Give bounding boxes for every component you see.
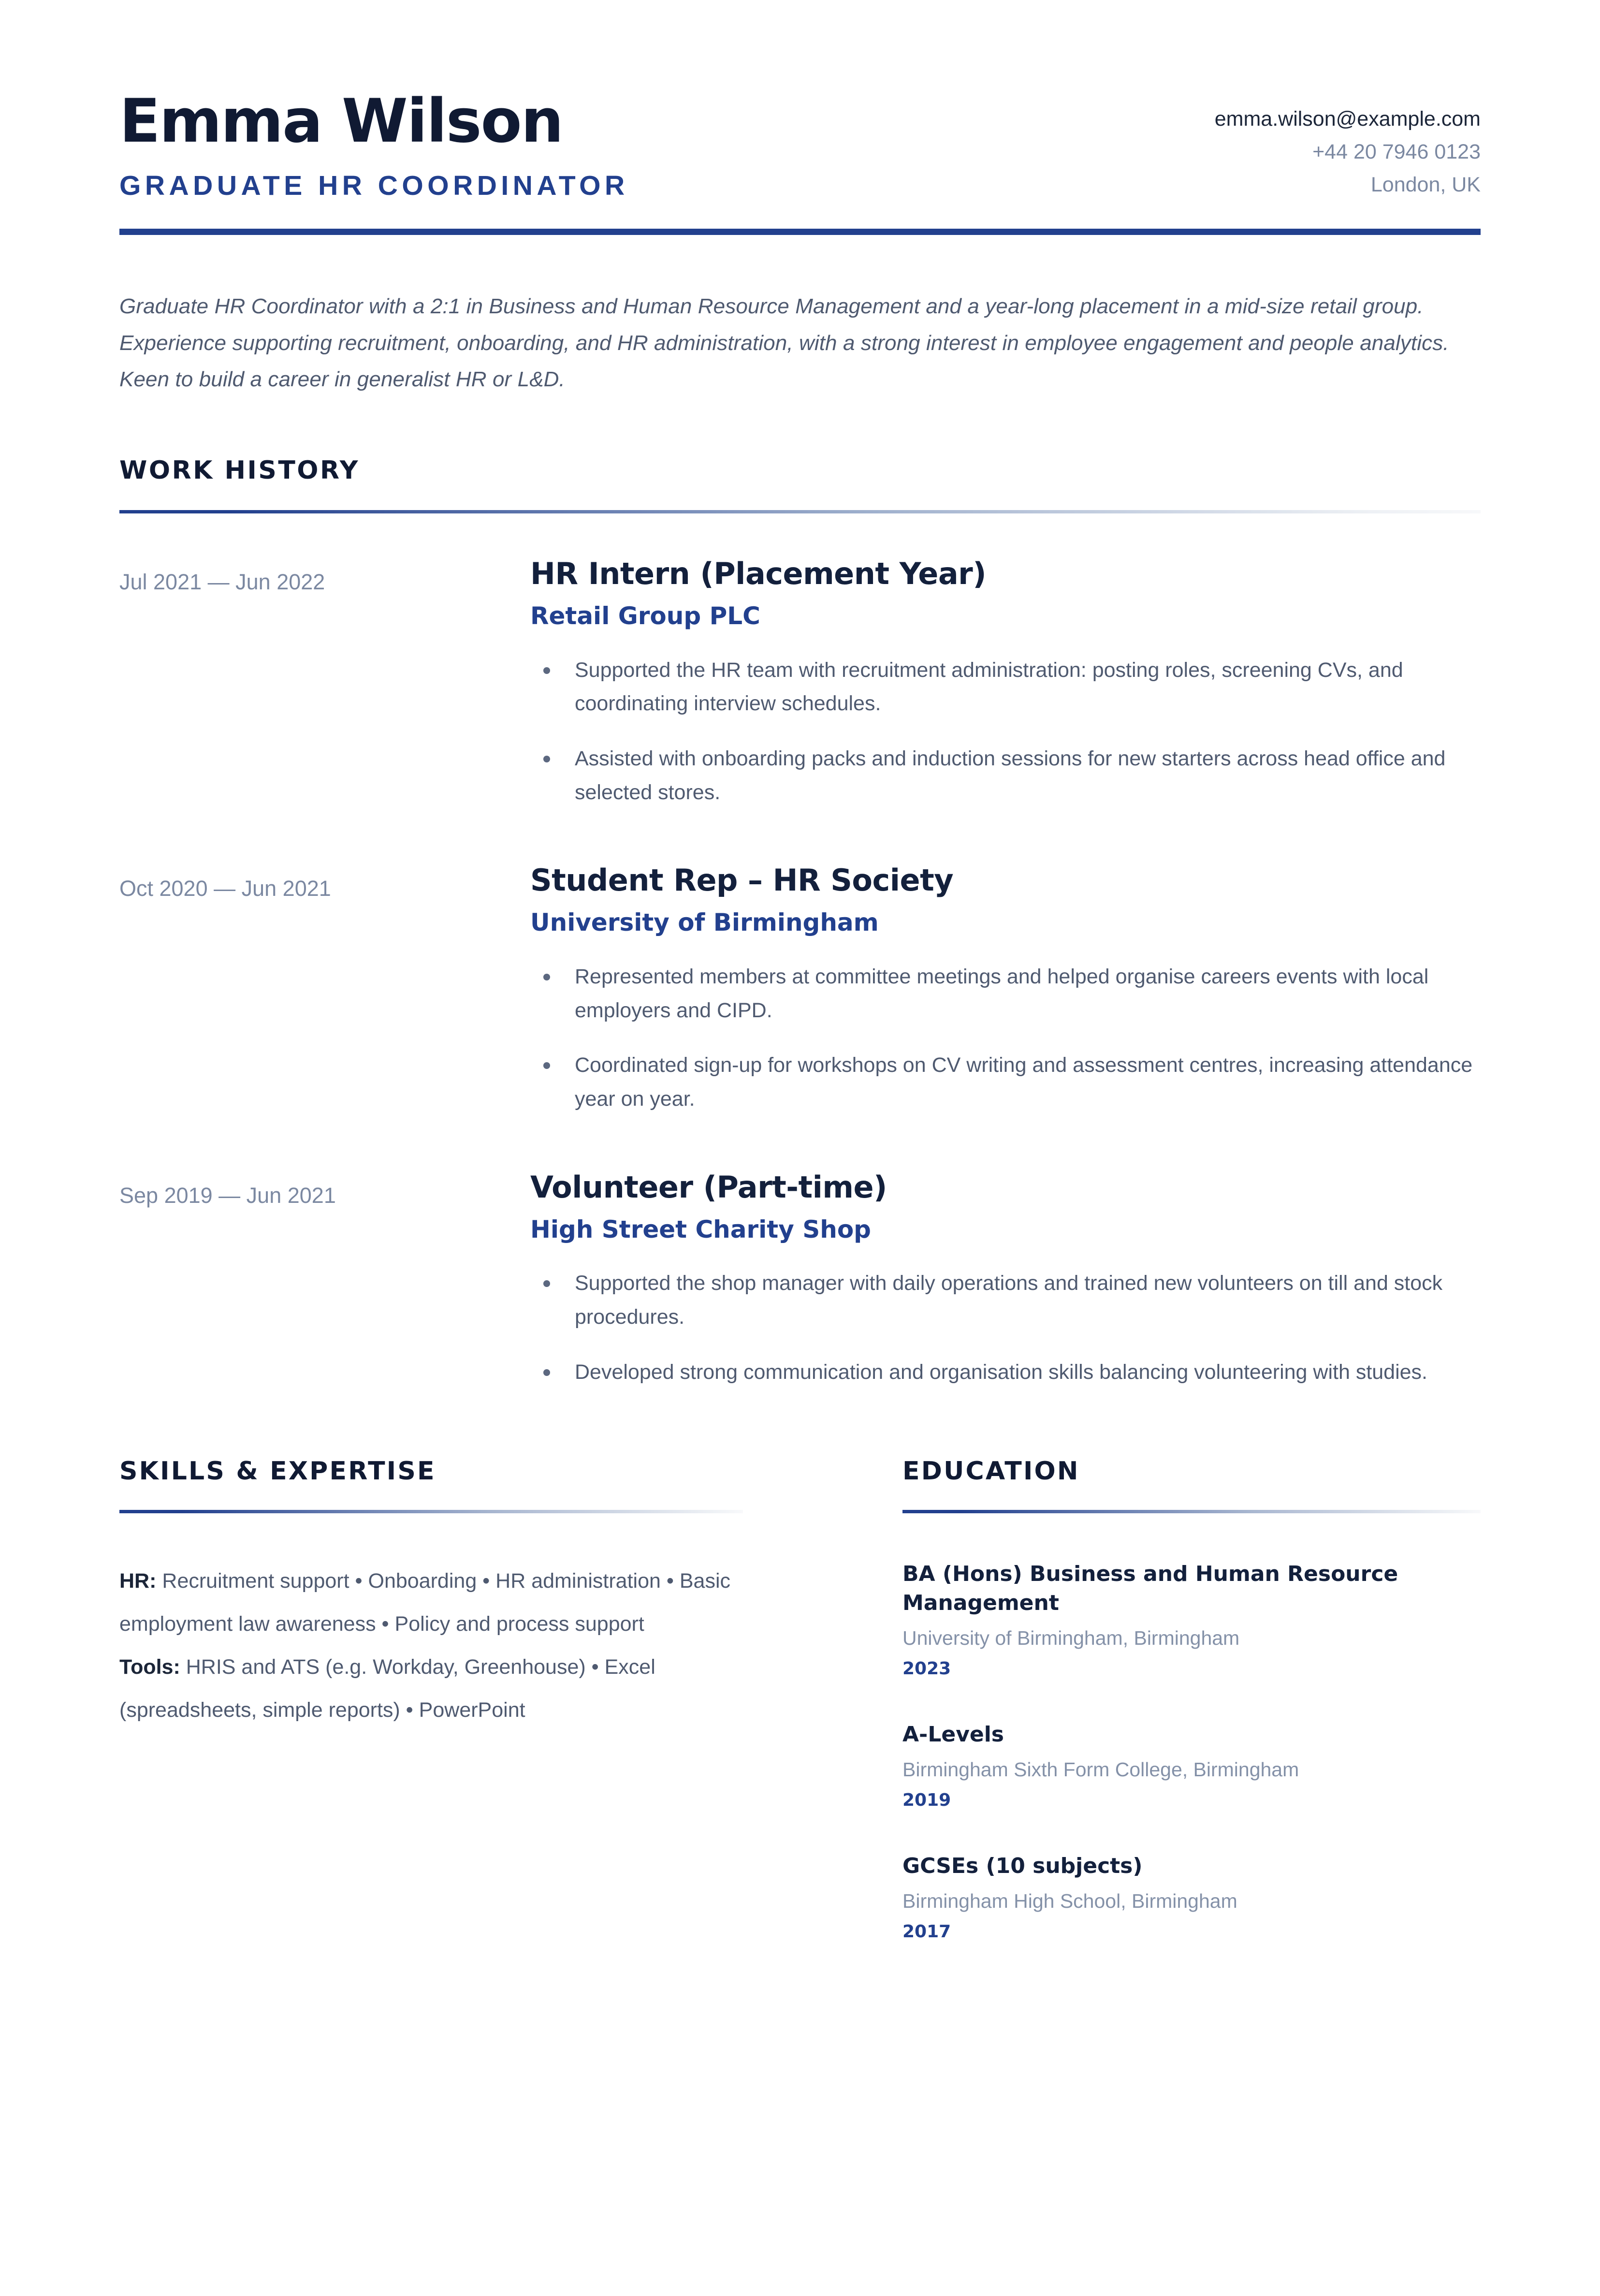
resume-header (119, 89, 1481, 202)
contact-phone[interactable]: +44 20 7946 0123 (1312, 140, 1481, 163)
work-entry-bullets (530, 654, 1476, 810)
bullet-item: Represented members at committee meetings and helped organise careers events with local employers and CIPD. (530, 960, 1476, 1027)
contact-email[interactable]: emma.wilson@example.com (1214, 107, 1481, 131)
work-entry-role: HR Intern (Placement Year) (530, 556, 987, 592)
education-year: 2023 (902, 1659, 951, 1679)
education-degree: BA (Hons) Business and Human Resource Management (902, 1562, 1398, 1616)
bottom-columns (119, 1457, 1481, 1944)
education-section (791, 1457, 1481, 1944)
skill-group (119, 1646, 743, 1732)
work-history-divider (119, 510, 1481, 513)
skill-group-label: Tools: (119, 1655, 180, 1679)
header-identity-block (119, 89, 1104, 202)
education-school: Birmingham Sixth Form College, Birmingham (902, 1758, 1299, 1781)
education-degree: A-Levels (902, 1722, 1004, 1747)
skill-group-items: Recruitment support • Onboarding • HR administration • Basic employment law awareness • Policy and process support (119, 1569, 731, 1636)
education-entry (902, 1720, 1481, 1812)
work-entry (119, 1170, 1481, 1389)
work-entry-role: Volunteer (Part-time) (530, 1169, 887, 1205)
skills-title: SKILLS & EXPERTISE (119, 1457, 436, 1486)
work-entry-organisation: Retail Group PLC (530, 602, 760, 630)
contact-location: London, UK (1370, 173, 1481, 196)
education-entry (902, 1852, 1481, 1944)
skill-group (119, 1560, 743, 1646)
professional-summary: Graduate HR Coordinator with a 2:1 in Business and Human Resource Management and a year-long placement in a mid-size retail group. Experience supporting recruitment, onboarding, and HR administration, with a strong interest in employee engagement and people analytics. Keen to build a career in generalist HR or L&D. (119, 294, 1449, 392)
bullet-item: Assisted with onboarding packs and induction sessions for new starters across head office and selected stores. (530, 742, 1476, 809)
education-divider (902, 1510, 1481, 1513)
header-accent-bar (119, 229, 1481, 235)
work-entry-bullets (530, 960, 1476, 1116)
education-school: Birmingham High School, Birmingham (902, 1889, 1237, 1912)
education-title: EDUCATION (902, 1457, 1080, 1486)
education-year: 2019 (902, 1790, 951, 1811)
work-entry-body (530, 863, 1481, 1116)
bullet-item: Coordinated sign-up for workshops on CV writing and assessment centres, increasing attendance year on year. (530, 1049, 1476, 1116)
skill-group-label: HR: (119, 1569, 157, 1593)
education-year: 2017 (902, 1922, 951, 1942)
work-entry-dates: Jul 2021 — Jun 2022 (119, 570, 325, 595)
candidate-job-title: GRADUATE HR COORDINATOR (119, 170, 629, 201)
work-history-title: WORK HISTORY (119, 456, 360, 485)
work-entry-body (530, 1170, 1481, 1389)
work-entry-body (530, 556, 1481, 809)
work-entry-organisation: University of Birmingham (530, 908, 879, 937)
work-entry-organisation: High Street Charity Shop (530, 1215, 871, 1243)
skill-group-items: HRIS and ATS (e.g. Workday, Greenhouse) • Excel (spreadsheets, simple reports) • PowerPoint (119, 1655, 655, 1722)
work-entry-dates: Sep 2019 — Jun 2021 (119, 1183, 336, 1208)
work-entry-bullets (530, 1267, 1476, 1389)
work-entry (119, 556, 1481, 809)
work-entry (119, 863, 1481, 1116)
work-history-section (119, 456, 1481, 1389)
education-school: University of Birmingham, Birmingham (902, 1626, 1240, 1649)
education-degree: GCSEs (10 subjects) (902, 1854, 1143, 1879)
education-entry (902, 1560, 1481, 1681)
candidate-name: Emma Wilson (119, 87, 563, 156)
contact-block (1104, 89, 1481, 202)
bullet-item: Supported the HR team with recruitment administration: posting roles, screening CVs, and coordinating interview schedules. (530, 654, 1476, 721)
work-entry-dates: Oct 2020 — Jun 2021 (119, 876, 331, 901)
skills-divider (119, 1510, 743, 1513)
bullet-item: Supported the shop manager with daily operations and trained new volunteers on till and stock procedures. (530, 1267, 1476, 1334)
work-entry-role: Student Rep – HR Society (530, 863, 954, 898)
bullet-item: Developed strong communication and organisation skills balancing volunteering with studies. (530, 1356, 1476, 1389)
skills-section (119, 1457, 791, 1944)
